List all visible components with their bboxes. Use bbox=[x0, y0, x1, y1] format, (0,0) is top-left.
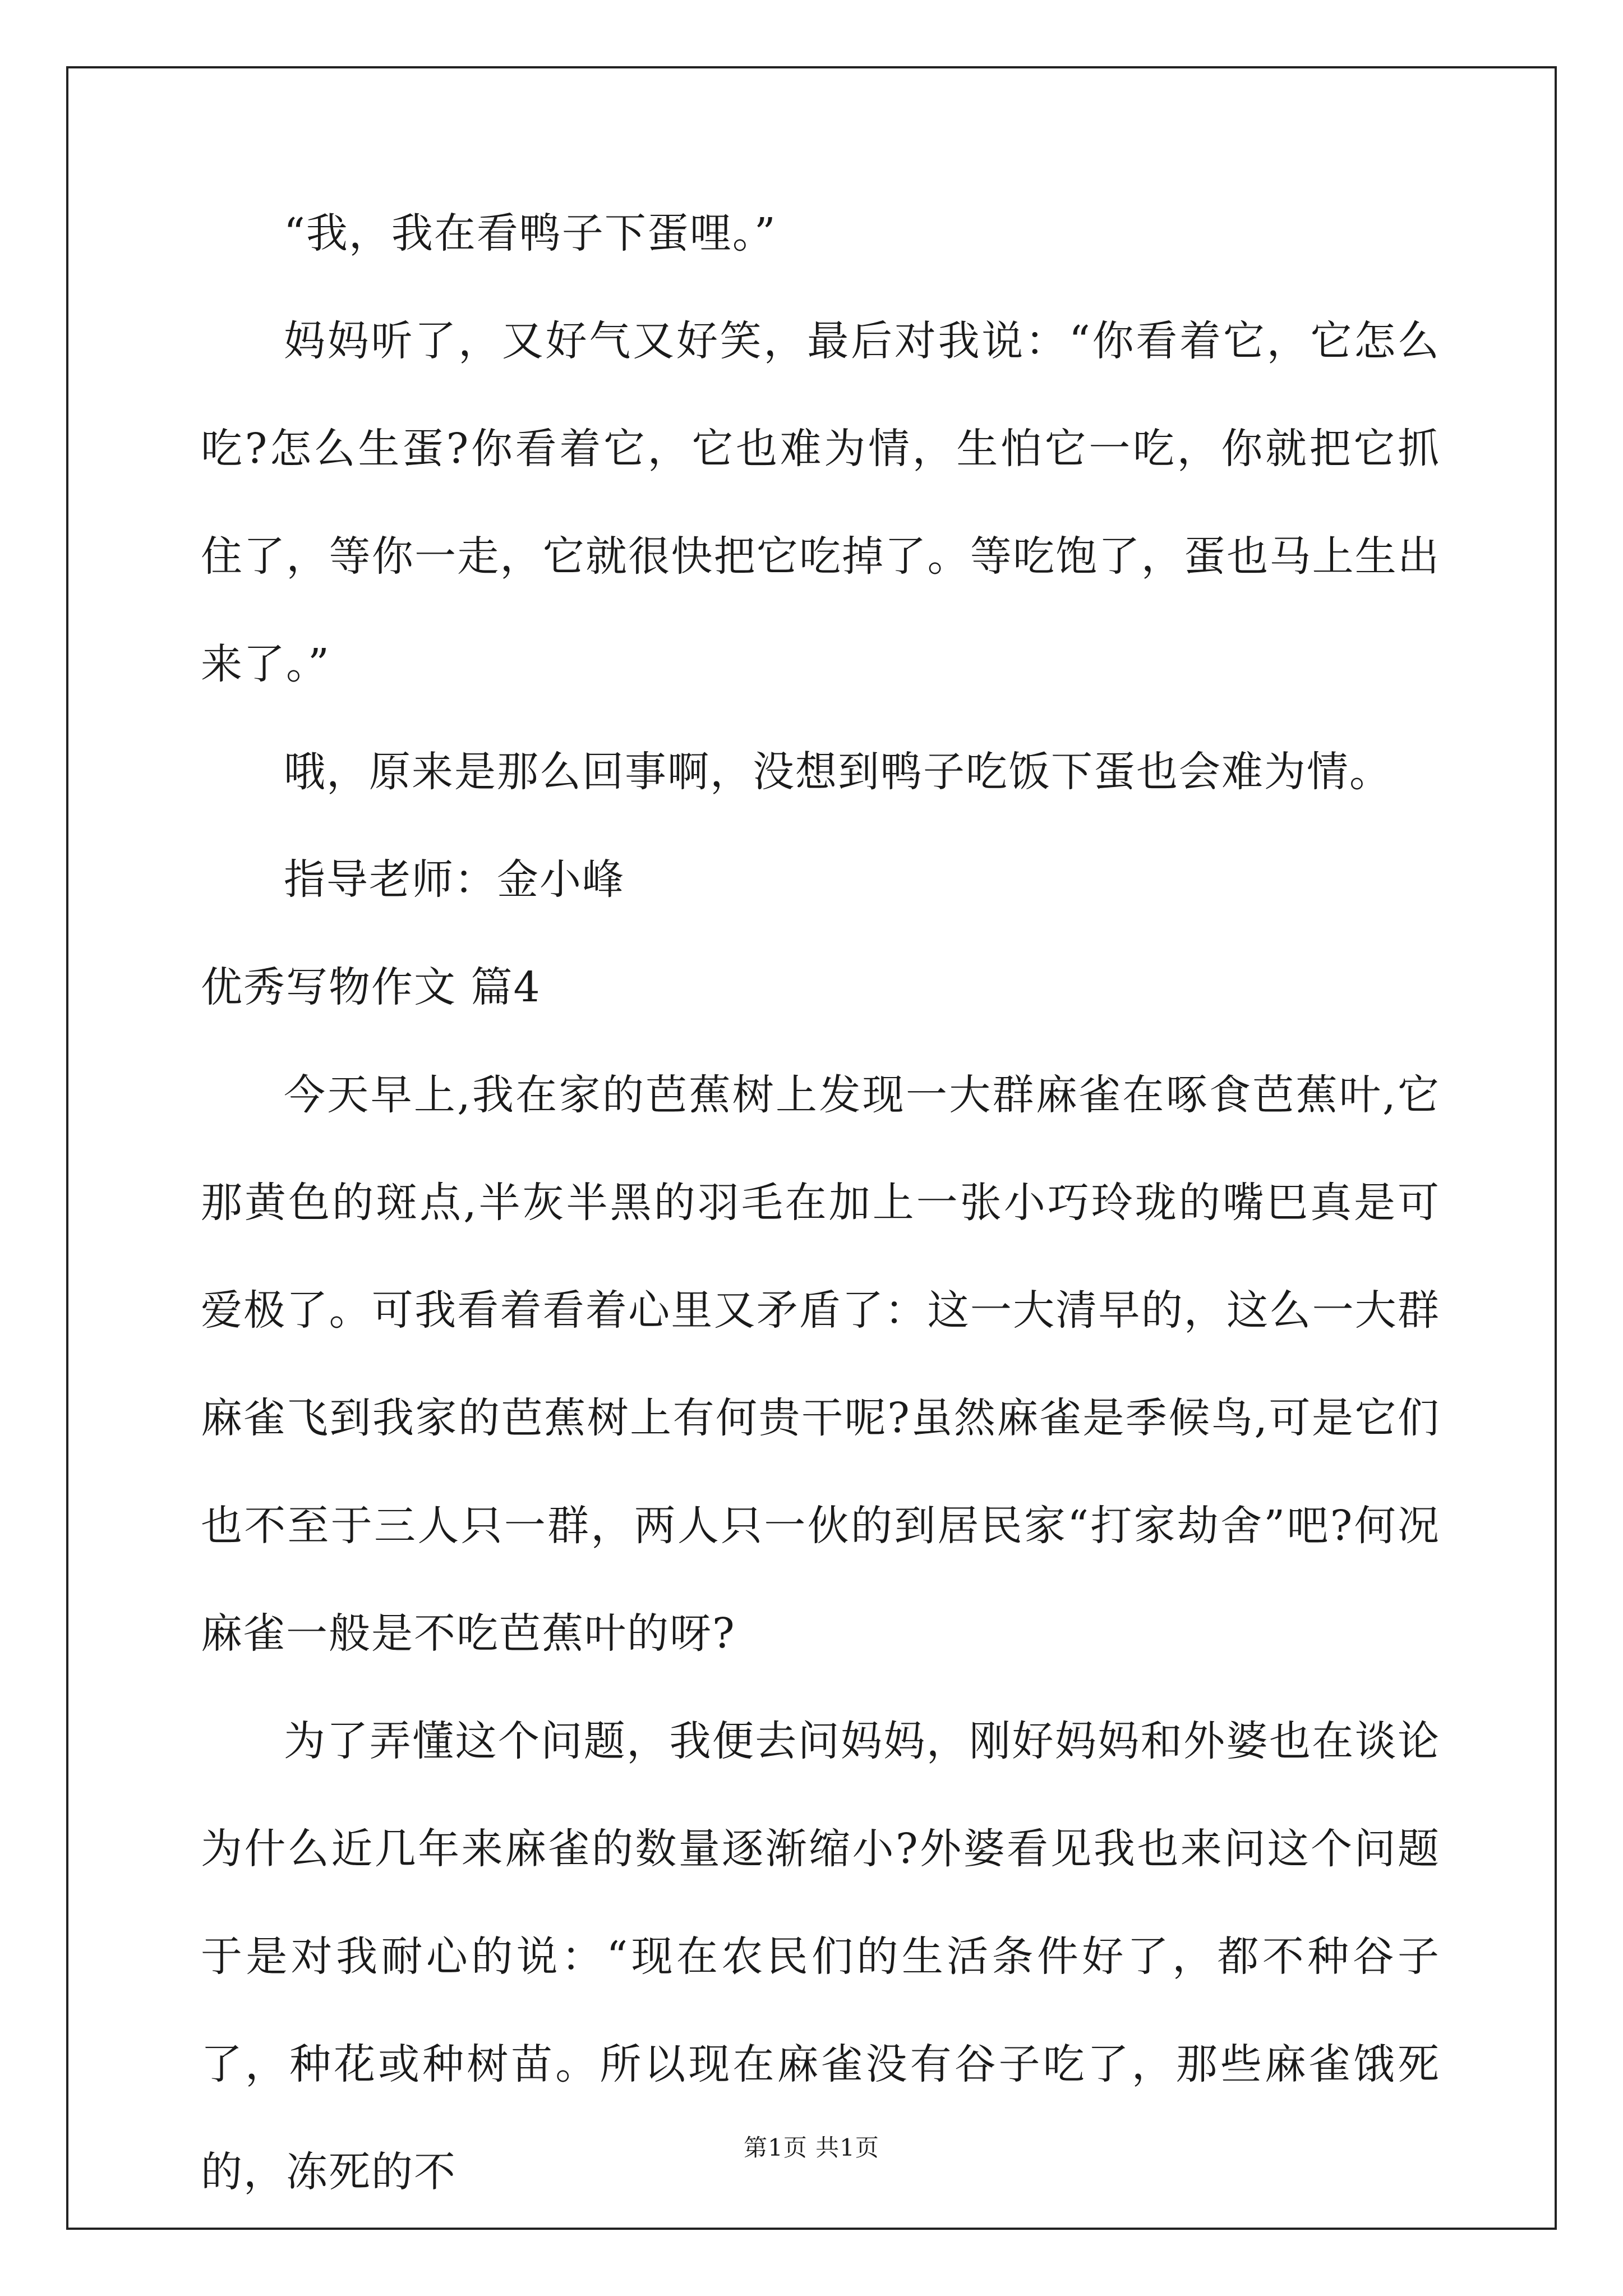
document-body bbox=[201, 180, 1440, 2226]
paragraph: “我，我在看鸭子下蛋哩。” bbox=[284, 209, 777, 257]
section-heading: 优秀写物作文 篇4 bbox=[201, 963, 541, 1011]
paragraph: 妈妈听了，又好气又好笑，最后对我说：“你看着它，它怎么吃?怎么生蛋?你看着它，它也难为情，生怕它一吃，你就把它抓住了，等你一走，它就很快把它吃掉了。等吃饱了，蛋也马上生出来了。” bbox=[201, 317, 1440, 688]
paragraph: 今天早上,我在家的芭蕉树上发现一大群麻雀在啄食芭蕉叶,它那黄色的斑点,半灰半黑的羽毛在加上一张小巧玲珑的嘴巴真是可爱极了。可我看着看着心里又矛盾了：这一大清早的，这么一大群麻雀飞到我家的芭蕉树上有何贵干呢?虽然麻雀是季候鸟,可是它们也不至于三人只一群，两人只一伙的到居民家“打家劫舍”吧?何况麻雀一般是不吃芭蕉叶的呀? bbox=[201, 1071, 1440, 1658]
paragraph: 指导老师：金小峰 bbox=[284, 855, 625, 904]
page-footer: 第1页 共1页 bbox=[744, 2134, 879, 2161]
paragraph: 哦，原来是那么回事啊，没想到鸭子吃饭下蛋也会难为情。 bbox=[284, 748, 1392, 796]
paragraph: 为了弄懂这个问题，我便去问妈妈，刚好妈妈和外婆也在谈论为什么近几年来麻雀的数量逐渐缩小?外婆看见我也来问这个问题于是对我耐心的说：“现在农民们的生活条件好了，都不种谷子了，种花或种树苗。所以现在麻雀没有谷子吃了，那些麻雀饿死的，冻死的不 bbox=[201, 1717, 1440, 2196]
